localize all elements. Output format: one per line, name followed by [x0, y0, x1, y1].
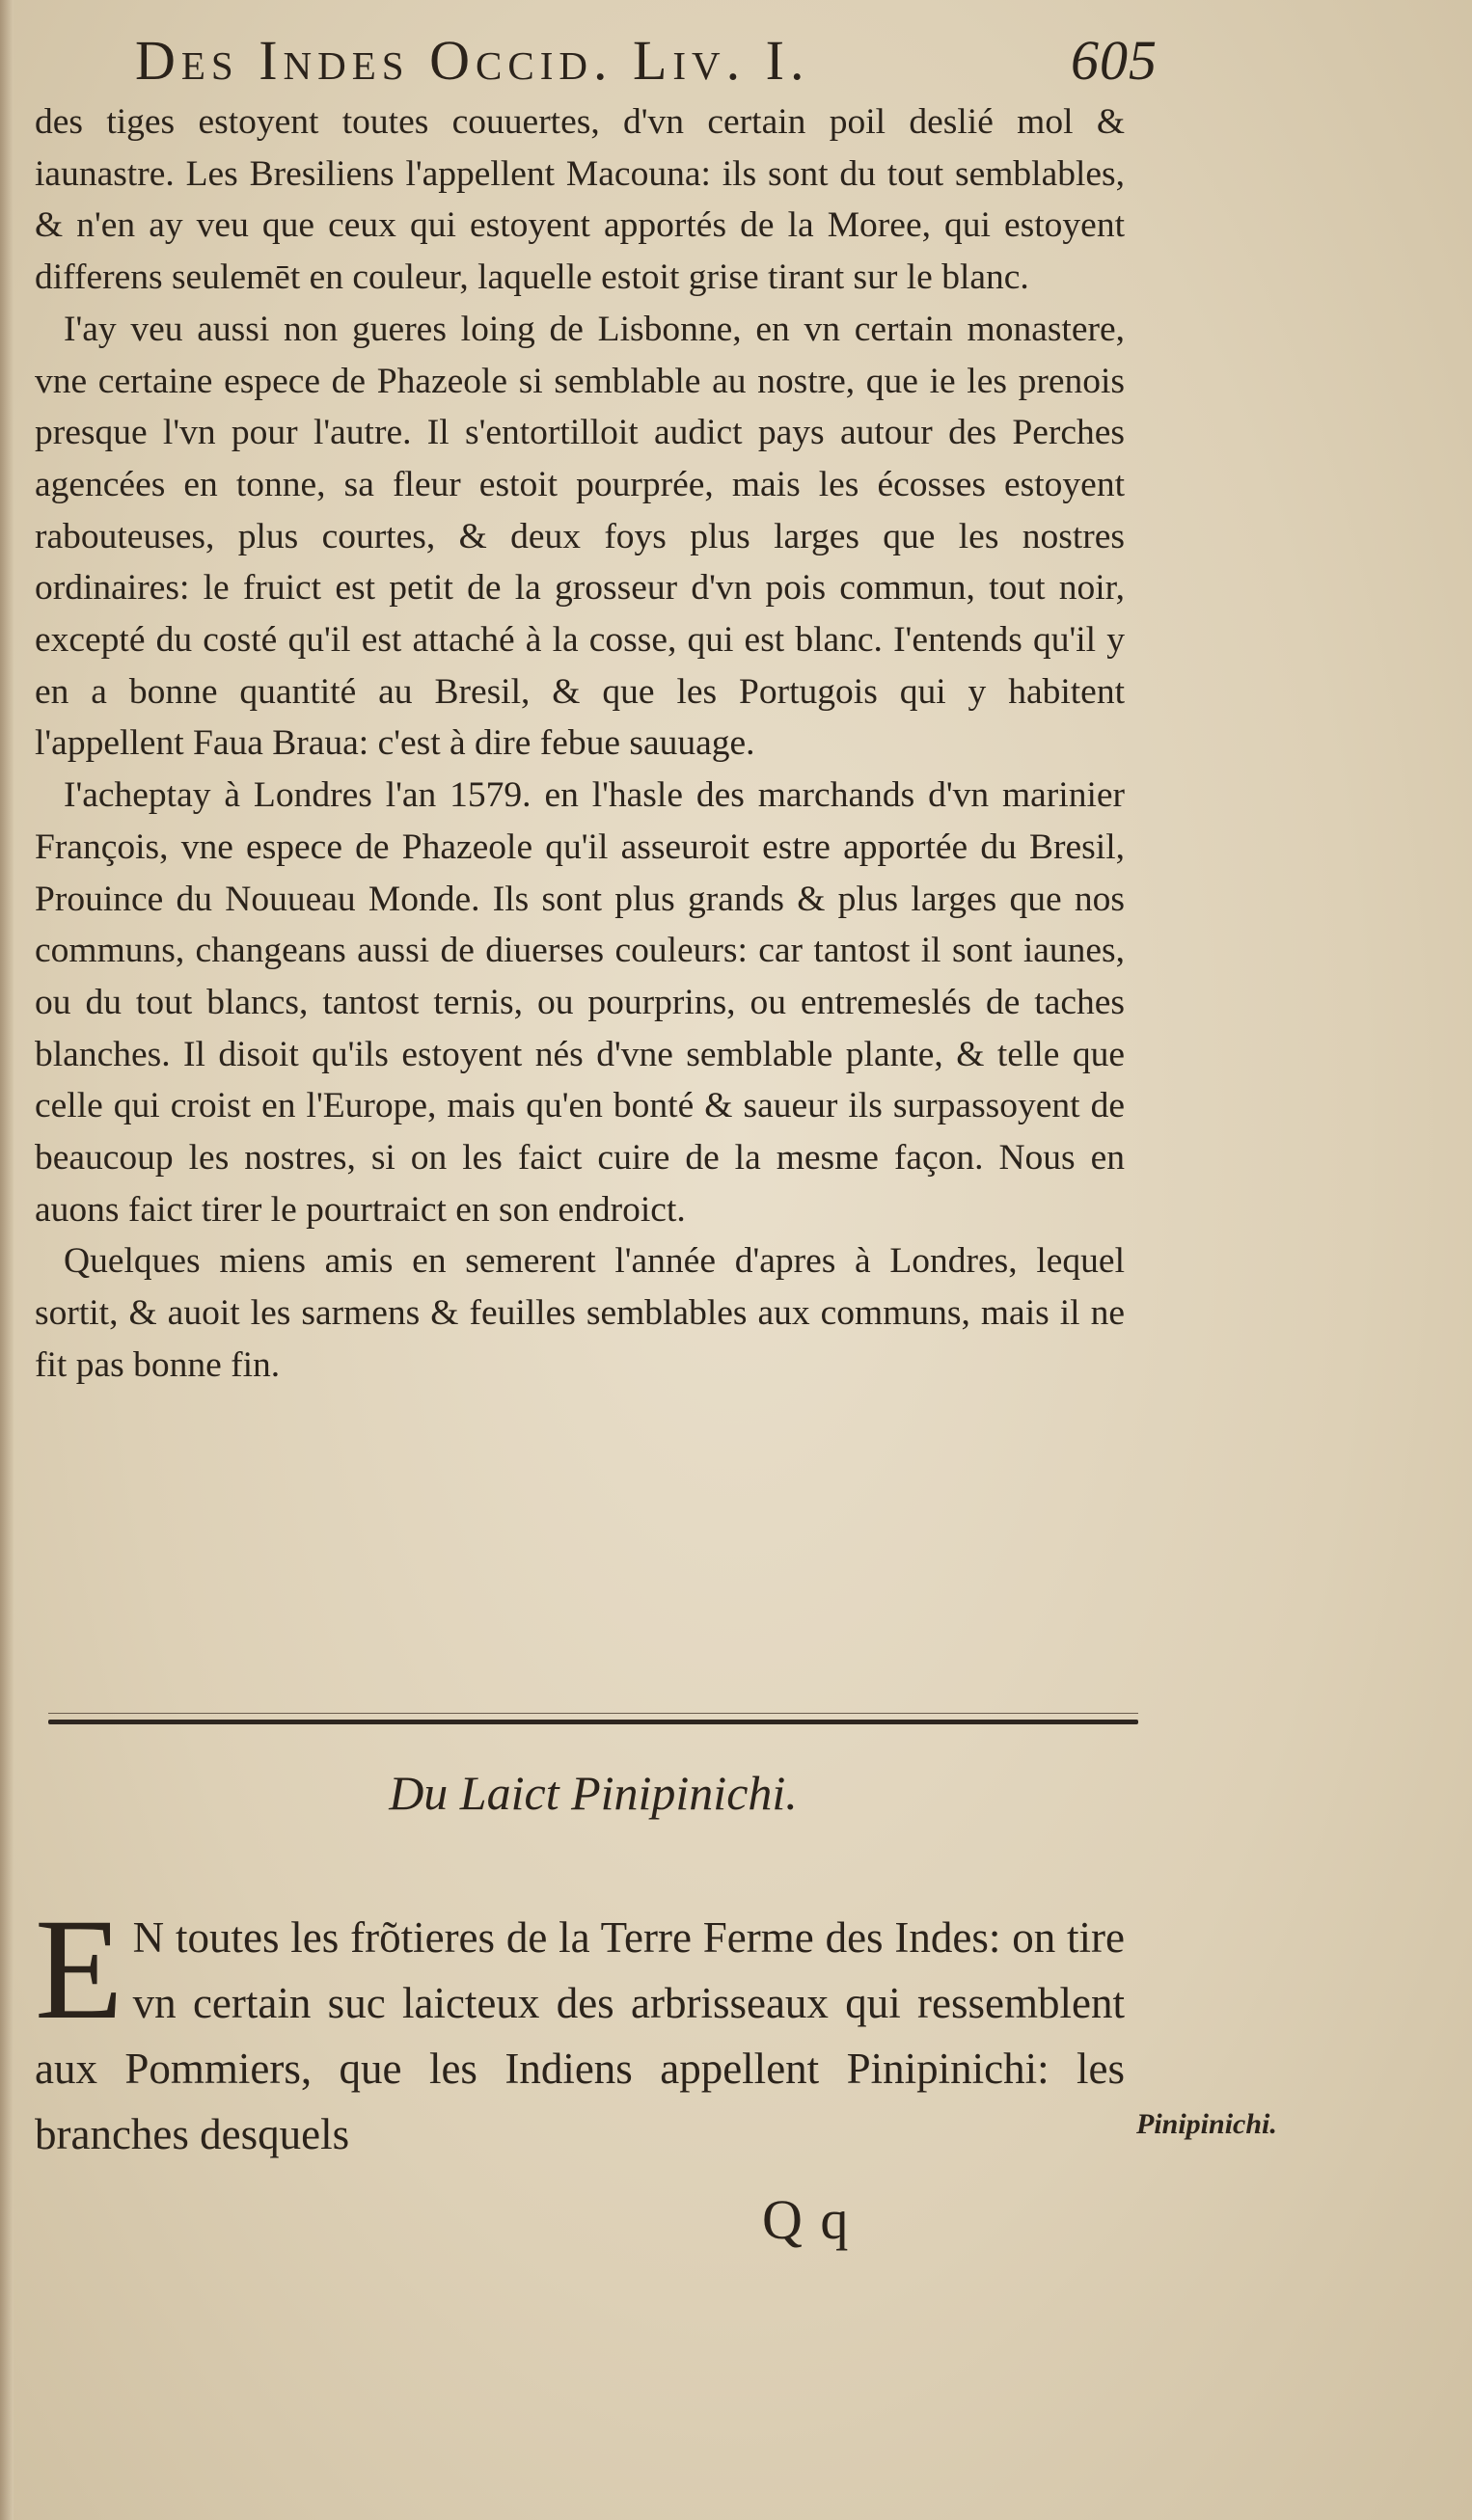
chapter-paragraph: N toutes les frõtieres de la Terre Ferme des Indes: on tire vn certain suc laicteux des arbrisseaux qui ressemblent aux Pommiers, que les Indiens appellent Pinipinichi: les branches desquels	[35, 1913, 1125, 2158]
body-text	[35, 96, 1125, 1392]
section-divider	[48, 1720, 1138, 1724]
marginal-note: Pinipinichi.	[1136, 2108, 1277, 2140]
paragraph-macouna: des tiges estoyent toutes couuertes, d'vn certain poil deslié mol & iaunastre. Les Bresiliens l'appellent Macouna: ils sont du tout semblables, & n'en ay veu que ceux qui estoyent apportés de la Moree, qui estoyent differens seulemēt en couleur, laquelle estoit grise tirant sur le blanc.	[35, 102, 1125, 298]
chapter-text	[35, 1889, 1125, 2167]
section-divider-thin	[48, 1713, 1138, 1714]
page-number: 605	[1071, 29, 1158, 92]
paragraph-londres: I'acheptay à Londres l'an 1579. en l'hasle des marchands d'vn marinier François, vne espece de Phazeole qu'il asseuroit estre apportée du Bresil, Prouince du Nouueau Monde. Ils sont plus grands & plus larges que nos communs, changeans aussi de diuerses couleurs: car tantost il sont iaunes, ou du tout blancs, tantost ternis, ou pourprins, ou entremeslés de taches blanches. Il disoit qu'ils estoyent nés d'vne semblable plante, & telle que celle qui croist en l'Europe, mais qu'en bonté & saueur ils surpassoyent de beaucoup les nostres, si on les faict cuire de la mesme façon. Nous en auons faict tirer le pourtraict en son endroict.	[35, 775, 1125, 1230]
drop-capital: E	[35, 1889, 123, 2049]
running-head	[135, 27, 1158, 95]
paragraph-lisbonne: I'ay veu aussi non gueres loing de Lisbonne, en vn certain monastere, vne certaine espece de Phazeole si semblable au nostre, que ie les prenois presque l'vn pour l'autre. Il s'entortilloit audict pays autour des Perches agencées en tonne, sa fleur estoit pourprée, mais les écosses estoyent rabouteuses, plus courtes, & deux foys plus larges que les nostres ordinaires: le fruict est petit de la grosseur d'vn pois commun, tout noir, excepté du costé qu'il est attaché à la cosse, qui est blanc. I'entends qu'il y en a bonne quantité au Bresil, & que les Portugois qui y habitent l'appellent Faua Braua: c'est à dire febue sauuage.	[35, 309, 1125, 764]
signature-mark: Q q	[762, 2188, 851, 2251]
running-head-title: Des Indes Occid. Liv. I.	[135, 29, 810, 92]
page-edge-shadow	[0, 0, 14, 2520]
paragraph-semerent: Quelques miens amis en semerent l'année d'apres à Londres, lequel sortit, & auoit les sarmens & feuilles semblables aux communs, mais il ne fit pas bonne fin.	[35, 1241, 1125, 1385]
section-title: Du Laict Pinipinichi.	[389, 1766, 798, 1820]
